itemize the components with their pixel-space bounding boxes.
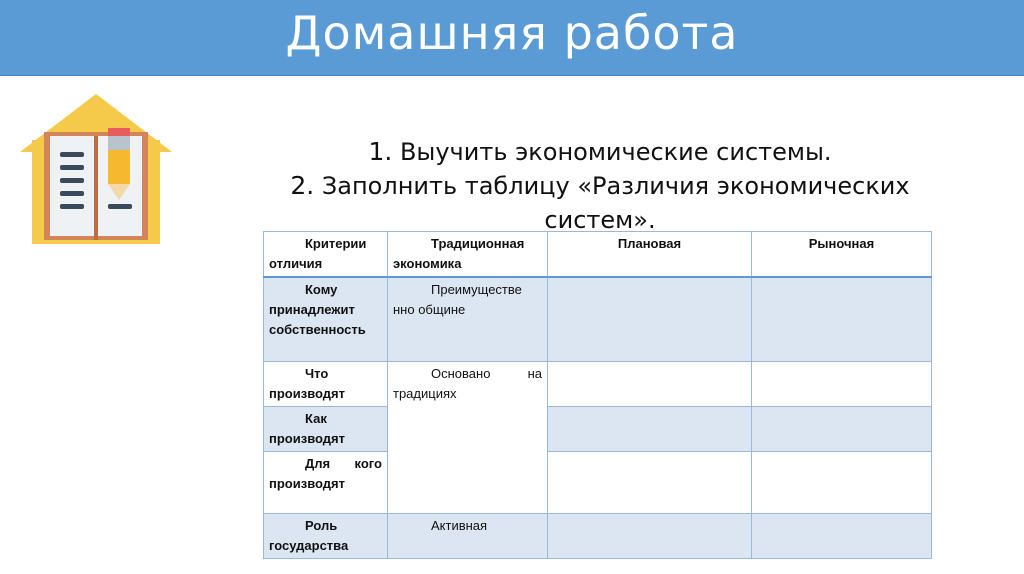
value-line: традициях <box>393 385 457 401</box>
criteria-cell <box>264 277 388 361</box>
header-criteria-line2: отличия <box>269 256 323 271</box>
task-item <box>240 169 960 237</box>
market-cell[interactable] <box>752 451 932 513</box>
task-number: 1. <box>368 137 393 166</box>
value-line: Активная <box>431 517 488 533</box>
market-cell[interactable] <box>752 277 932 361</box>
task-number: 2. <box>290 171 315 200</box>
traditional-cell <box>388 361 548 513</box>
criteria-line: государства <box>269 537 349 553</box>
criteria-line: Как <box>305 410 327 426</box>
criteria-line <box>269 454 382 474</box>
criteria-cell <box>264 451 388 513</box>
criteria-word: Для <box>305 455 331 471</box>
criteria-cell <box>264 406 388 451</box>
header-traditional-line2: экономика <box>393 256 462 271</box>
criteria-cell <box>264 361 388 406</box>
planned-cell[interactable] <box>548 513 752 558</box>
market-cell[interactable] <box>752 406 932 451</box>
value-word: Основано <box>431 365 491 381</box>
title-bar <box>0 0 1024 76</box>
criteria-word: кого <box>354 455 382 471</box>
criteria-line: производят <box>269 385 345 401</box>
traditional-cell <box>388 277 548 361</box>
header-planned: Плановая <box>548 232 752 278</box>
table-header-row <box>264 232 932 278</box>
slide-title: Домашняя работа <box>285 6 739 60</box>
planned-cell[interactable] <box>548 361 752 406</box>
task-list <box>240 135 960 237</box>
criteria-line: Кому <box>305 282 338 297</box>
task-item <box>240 135 960 169</box>
criteria-line: собственность <box>269 322 366 337</box>
criteria-line: Роль <box>305 517 338 533</box>
criteria-line: Что <box>305 365 329 381</box>
traditional-cell <box>388 513 548 558</box>
planned-cell[interactable] <box>548 277 752 361</box>
header-criteria <box>264 232 388 278</box>
header-traditional <box>388 232 548 278</box>
criteria-cell <box>264 513 388 558</box>
criteria-line: производят <box>269 430 345 446</box>
market-cell[interactable] <box>752 513 932 558</box>
value-line <box>393 364 542 384</box>
house-book-pencil-icon <box>18 92 174 248</box>
table-row <box>264 406 932 451</box>
value-line: нно общине <box>393 302 466 317</box>
task-text: Заполнить таблицу «Различия экономических систем». <box>321 172 910 234</box>
table-row <box>264 451 932 513</box>
table-row <box>264 277 932 361</box>
header-market: Рыночная <box>752 232 932 278</box>
value-word: на <box>527 365 542 381</box>
market-cell[interactable] <box>752 361 932 406</box>
criteria-line: принадлежит <box>269 302 355 317</box>
value-line: Преимуществе <box>431 282 522 297</box>
table-row <box>264 513 932 558</box>
task-text: Выучить экономические системы. <box>399 138 832 166</box>
table-row <box>264 361 932 406</box>
header-traditional-line1: Традиционная <box>431 236 525 251</box>
comparison-table <box>263 231 932 559</box>
planned-cell[interactable] <box>548 406 752 451</box>
header-criteria-line1: Критерии <box>305 236 367 251</box>
planned-cell[interactable] <box>548 451 752 513</box>
criteria-line: производят <box>269 475 345 491</box>
